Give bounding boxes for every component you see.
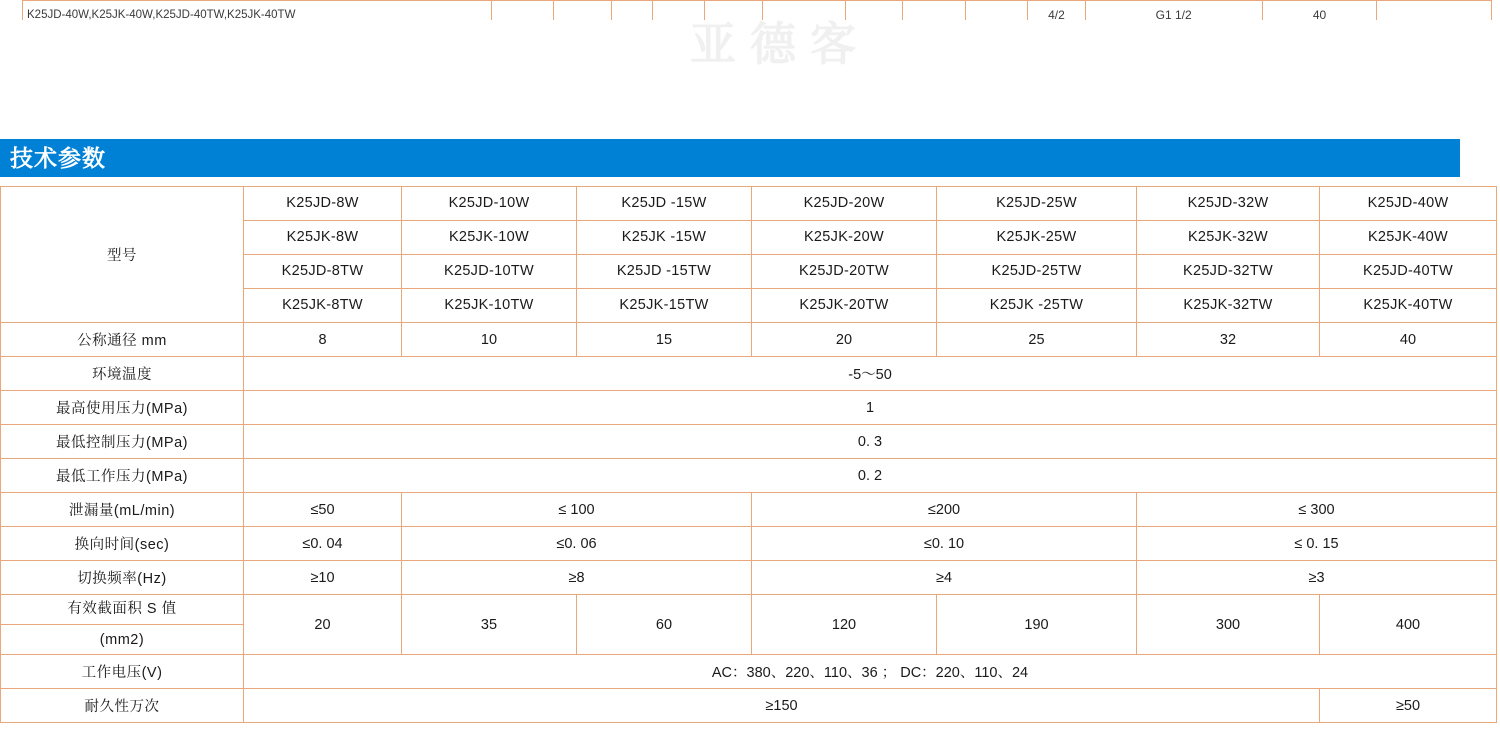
- bore-value: 32: [1137, 323, 1320, 357]
- fragment-cell: [705, 1, 762, 21]
- row-label-max-pressure: 最高使用压力(MPa): [1, 391, 244, 425]
- model-cell: K25JK-10TW: [402, 289, 577, 323]
- fragment-cell: [491, 1, 554, 21]
- model-cell: K25JK-40TW: [1320, 289, 1497, 323]
- leakage-value: ≤ 300: [1137, 493, 1497, 527]
- effective-area-value: 20: [244, 595, 402, 655]
- fragment-cell: [903, 1, 966, 21]
- row-label-min-working-pressure: 最低工作压力(MPa): [1, 459, 244, 493]
- model-cell: K25JK-32TW: [1137, 289, 1320, 323]
- table-row-ambient-temp: [1, 357, 1497, 391]
- row-label-leakage: 泄漏量(mL/min): [1, 493, 244, 527]
- durability-value: ≥150: [244, 689, 1320, 723]
- switch-frequency-value: ≥10: [244, 561, 402, 595]
- model-cell: K25JD-10W: [402, 187, 577, 221]
- row-label-voltage: 工作电压(V): [1, 655, 244, 689]
- row-label-bore: 公称通径 mm: [1, 323, 244, 357]
- effective-area-value: 120: [752, 595, 937, 655]
- model-cell: K25JK-15TW: [577, 289, 752, 323]
- model-cell: K25JD-25W: [937, 187, 1137, 221]
- model-cell: K25JD -15W: [577, 187, 752, 221]
- switch-time-value: ≤0. 04: [244, 527, 402, 561]
- row-label-min-control-pressure: 最低控制压力(MPa): [1, 425, 244, 459]
- table-row-max-pressure: [1, 391, 1497, 425]
- bore-value: 15: [577, 323, 752, 357]
- model-cell: K25JD-40W: [1320, 187, 1497, 221]
- section-title-technical-parameters: 技术参数: [0, 139, 1460, 177]
- fragment-cell: 4/2: [1028, 1, 1085, 21]
- model-cell: K25JD-25TW: [937, 255, 1137, 289]
- switch-time-value: ≤ 0. 15: [1137, 527, 1497, 561]
- switch-frequency-value: ≥3: [1137, 561, 1497, 595]
- switch-time-value: ≤0. 06: [402, 527, 752, 561]
- model-cell: K25JD-32TW: [1137, 255, 1320, 289]
- model-cell: K25JK-25W: [937, 221, 1137, 255]
- table-row-voltage: [1, 655, 1497, 689]
- effective-area-value: 60: [577, 595, 752, 655]
- watermark-text: 亚德客: [690, 18, 870, 70]
- row-label-effective-area: 有效截面积 S 值: [1, 595, 244, 625]
- fragment-cell: [1377, 1, 1492, 21]
- row-label-switch-time: 换向时间(sec): [1, 527, 244, 561]
- model-cell: K25JK-8TW: [244, 289, 402, 323]
- fragment-cell: 40: [1262, 1, 1377, 21]
- bore-value: 8: [244, 323, 402, 357]
- durability-value: ≥50: [1320, 689, 1497, 723]
- ambient-temp-value: -5～50: [244, 357, 1497, 391]
- fragment-cell: [965, 1, 1028, 21]
- fragment-cell: [846, 1, 903, 21]
- model-cell: K25JK -25TW: [937, 289, 1137, 323]
- leakage-value: ≤ 100: [402, 493, 752, 527]
- technical-parameters-table: [0, 186, 1497, 723]
- switch-frequency-value: ≥4: [752, 561, 1137, 595]
- model-cell: K25JK-40W: [1320, 221, 1497, 255]
- fragment-cell: [762, 1, 845, 21]
- max-pressure-value: 1: [244, 391, 1497, 425]
- model-cell: K25JD-20W: [752, 187, 937, 221]
- effective-area-value: 190: [937, 595, 1137, 655]
- effective-area-value: 300: [1137, 595, 1320, 655]
- table-row-switch-frequency: [1, 561, 1497, 595]
- table-row-switch-time: [1, 527, 1497, 561]
- top-table-fragment: [0, 0, 1500, 20]
- model-cell: K25JK-10W: [402, 221, 577, 255]
- row-label-effective-area-unit: (mm2): [1, 625, 244, 655]
- row-label-model: 型号: [1, 187, 244, 323]
- spec-table-container: [0, 186, 1500, 723]
- leakage-value: ≤200: [752, 493, 1137, 527]
- switch-time-value: ≤0. 10: [752, 527, 1137, 561]
- table-row-min-control-pressure: [1, 425, 1497, 459]
- model-cell: K25JD-32W: [1137, 187, 1320, 221]
- effective-area-value: 35: [402, 595, 577, 655]
- table-row-model: [1, 187, 1497, 221]
- model-cell: K25JD-8TW: [244, 255, 402, 289]
- table-row-durability: [1, 689, 1497, 723]
- row-label-durability: 耐久性万次: [1, 689, 244, 723]
- bore-value: 25: [937, 323, 1137, 357]
- model-cell: K25JK-32W: [1137, 221, 1320, 255]
- min-control-pressure-value: 0. 3: [244, 425, 1497, 459]
- bore-value: 40: [1320, 323, 1497, 357]
- fragment-cell: [653, 1, 705, 21]
- fragment-cell: [554, 1, 611, 21]
- leakage-value: ≤50: [244, 493, 402, 527]
- model-cell: K25JK-8W: [244, 221, 402, 255]
- fragment-cell: G1 1/2: [1085, 1, 1262, 21]
- top-fragment-table: [22, 0, 1492, 20]
- table-row-bore: [1, 323, 1497, 357]
- voltage-value: AC：380、220、110、36 ； DC：220、110、24: [244, 655, 1497, 689]
- fragment-model-label: K25JD-40W,K25JK-40W,K25JD-40TW,K25JK-40TW: [23, 1, 492, 21]
- switch-frequency-value: ≥8: [402, 561, 752, 595]
- model-cell: K25JD-20TW: [752, 255, 937, 289]
- effective-area-value: 400: [1320, 595, 1497, 655]
- model-cell: K25JK -15W: [577, 221, 752, 255]
- bore-value: 20: [752, 323, 937, 357]
- model-cell: K25JD-40TW: [1320, 255, 1497, 289]
- row-label-switch-frequency: 切换频率(Hz): [1, 561, 244, 595]
- model-cell: K25JD-8W: [244, 187, 402, 221]
- table-row-effective-area: [1, 595, 1497, 625]
- table-row: [23, 1, 1492, 21]
- min-working-pressure-value: 0. 2: [244, 459, 1497, 493]
- table-row-min-working-pressure: [1, 459, 1497, 493]
- table-row-leakage: [1, 493, 1497, 527]
- bore-value: 10: [402, 323, 577, 357]
- model-cell: K25JD -15TW: [577, 255, 752, 289]
- row-label-ambient-temp: 环境温度: [1, 357, 244, 391]
- model-cell: K25JK-20W: [752, 221, 937, 255]
- model-cell: K25JK-20TW: [752, 289, 937, 323]
- fragment-cell: [611, 1, 653, 21]
- model-cell: K25JD-10TW: [402, 255, 577, 289]
